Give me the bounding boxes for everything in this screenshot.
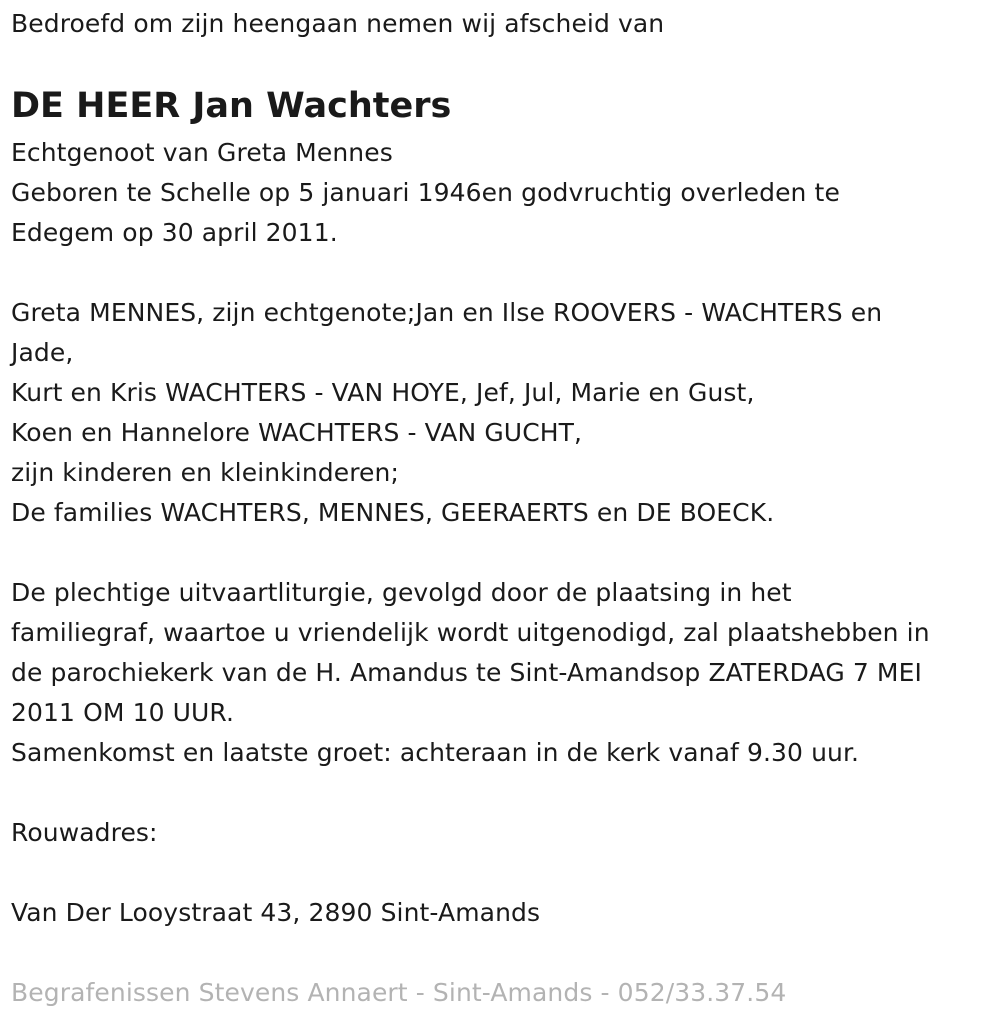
gathering-line: Samenkomst en laatste groet: achteraan in de kerk vanaf 9.30 uur. — [11, 738, 860, 767]
ceremony-line: familiegraf, waartoe u vriendelijk wordt uitgenodigd, zal plaatshebben in — [11, 618, 930, 647]
ceremony-line: 2011 OM 10 UUR. — [11, 698, 235, 727]
family-line: De families WACHTERS, MENNES, GEERAERTS en DE BOECK. — [11, 498, 775, 527]
address-text: Van Der Looystraat 43, 2890 Sint-Amands — [11, 898, 541, 927]
death-line: Edegem op 30 april 2011. — [11, 218, 338, 247]
family-line: Kurt en Kris WACHTERS - VAN HOYE, Jef, Jul, Marie en Gust, — [11, 378, 755, 407]
spouse-line: Echtgenoot van Greta Mennes — [11, 138, 393, 167]
funeral-home-footer: Begrafenissen Stevens Annaert - Sint-Amands - 052/33.37.54 — [11, 978, 787, 1007]
family-line: Koen en Hannelore WACHTERS - VAN GUCHT, — [11, 418, 583, 447]
birth-line: Geboren te Schelle op 5 januari 1946en godvruchtig overleden te — [11, 178, 840, 207]
ceremony-line: de parochiekerk van de H. Amandus te Sint-Amandsop ZATERDAG 7 MEI — [11, 658, 922, 687]
family-line: Greta MENNES, zijn echtgenote;Jan en Ilse ROOVERS - WACHTERS en — [11, 298, 883, 327]
family-line: zijn kinderen en kleinkinderen; — [11, 458, 399, 487]
family-block — [11, 293, 882, 533]
ceremony-line: De plechtige uitvaartliturgie, gevolgd door de plaatsing in het — [11, 578, 792, 607]
intro-text: Bedroefd om zijn heengaan nemen wij afscheid van — [11, 9, 665, 38]
deceased-name: DE HEER Jan Wachters — [11, 86, 452, 126]
family-line: Jade, — [11, 338, 74, 367]
address-label: Rouwadres: — [11, 818, 158, 847]
ceremony-block — [11, 573, 930, 773]
details-block — [11, 133, 840, 253]
